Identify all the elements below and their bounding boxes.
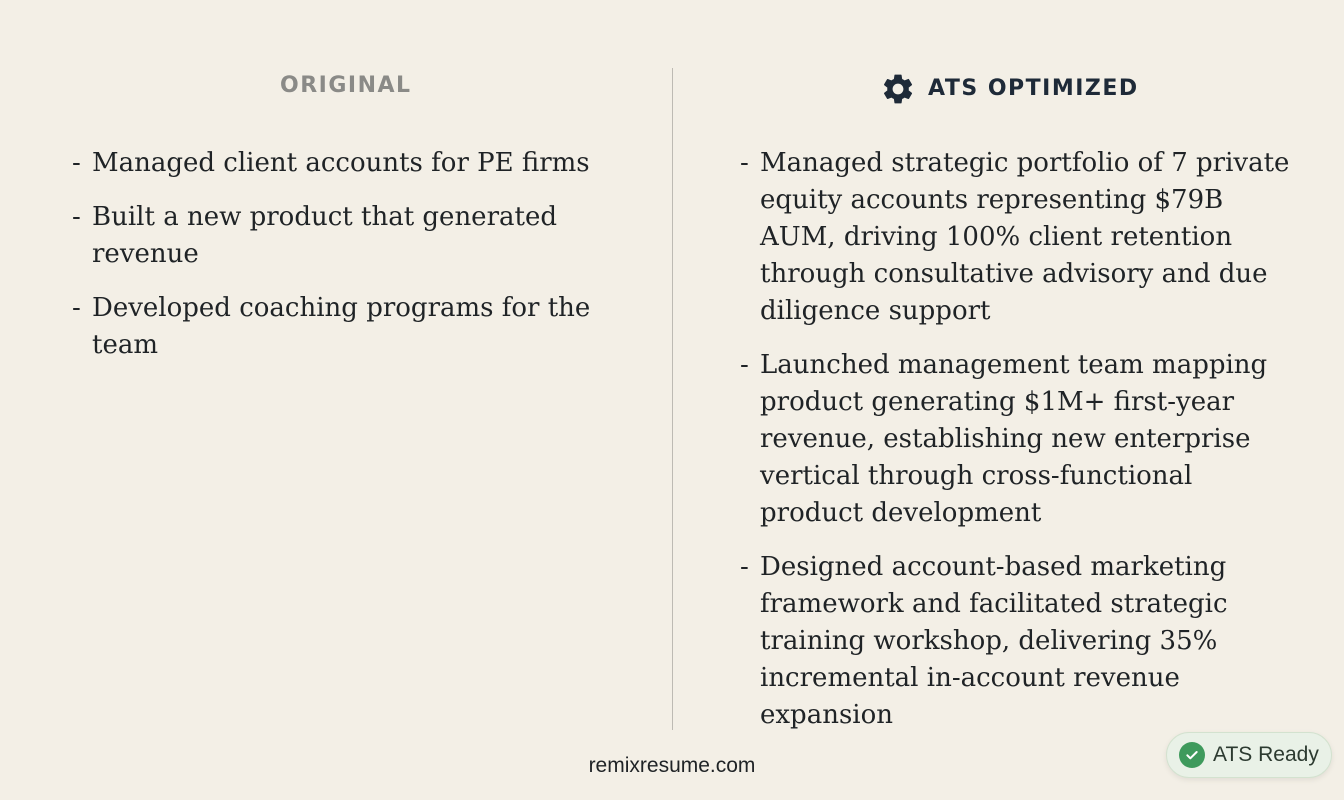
list-item: - Launched management team mapping product generating $1M+ first-year revenue, establishing new enterprise vertical through cross-functional product development — [740, 350, 1268, 528]
optimized-heading — [880, 71, 1139, 107]
ats-ready-label: ATS Ready — [1213, 743, 1319, 766]
list-item: - Designed account-based marketing framework and facilitated strategic training workshop, delivering 35% incremental in-account revenue expansion — [740, 552, 1228, 730]
optimized-bullet-list — [740, 145, 1300, 751]
list-item: - Managed strategic portfolio of 7 private equity accounts representing $79B AUM, driving 100% client retention through consultative advisory and due diligence support — [740, 148, 1290, 326]
list-item: - Built a new product that generated revenue — [72, 202, 557, 269]
original-heading: ORIGINAL — [280, 73, 412, 98]
column-divider — [672, 68, 673, 730]
gear-icon — [880, 71, 916, 107]
footer-site-link[interactable]: remixresume.com — [588, 754, 756, 777]
original-bullet-list — [72, 145, 632, 381]
check-circle-icon — [1179, 742, 1205, 768]
ats-ready-badge — [1166, 732, 1332, 778]
list-item: - Managed client accounts for PE firms — [72, 148, 590, 178]
optimized-heading-label: ATS OPTIMIZED — [928, 76, 1139, 101]
list-item: - Developed coaching programs for the team — [72, 293, 591, 360]
